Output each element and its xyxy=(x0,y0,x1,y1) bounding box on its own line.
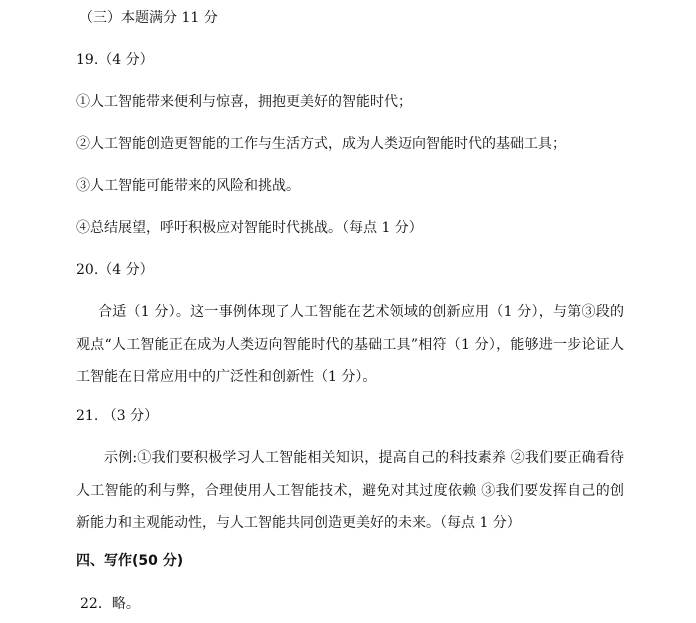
q20-answer xyxy=(76,296,624,394)
q21-answer xyxy=(76,442,624,540)
q21-label: 21. （3 分） xyxy=(76,408,159,424)
q22-answer: 22．略。 xyxy=(80,596,140,612)
q21-answer-text: 示例:①我们要积极学习人工智能相关知识，提高自己的科技素养 ②我们要正确看待人工智能的利与弊，合理使用人工智能技术，避免对其过度依赖 ③我们要发挥自己的创新能力和主观能动性，与人工智能共同创造更美好的未来。（每点 1 分） xyxy=(76,450,624,531)
q19-point-4: ④总结展望，呼吁积极应对智能时代挑战。（每点 1 分） xyxy=(76,220,423,236)
q20-answer-text: 合适（1 分）。这一事例体现了人工智能在艺术领域的创新应用（1 分），与第③段的观点“人工智能正在成为人类迈向智能时代的基础工具”相符（1 分），能够进一步论证人工智能在日常应用中的广泛性和创新性（1 分）。 xyxy=(76,304,624,385)
q19-point-1: ①人工智能带来便利与惊喜，拥抱更美好的智能时代； xyxy=(76,94,412,110)
q19-label: 19.（4 分） xyxy=(76,52,154,68)
q19-point-2: ②人工智能创造更智能的工作与生活方式，成为人类迈向智能时代的基础工具； xyxy=(76,136,566,152)
section3-heading: （三）本题满分 11 分 xyxy=(79,10,218,26)
q19-point-3: ③人工智能可能带来的风险和挑战。 xyxy=(76,178,300,194)
q20-label: 20.（4 分） xyxy=(76,262,154,278)
section4-heading: 四、写作(50 分) xyxy=(76,553,184,569)
